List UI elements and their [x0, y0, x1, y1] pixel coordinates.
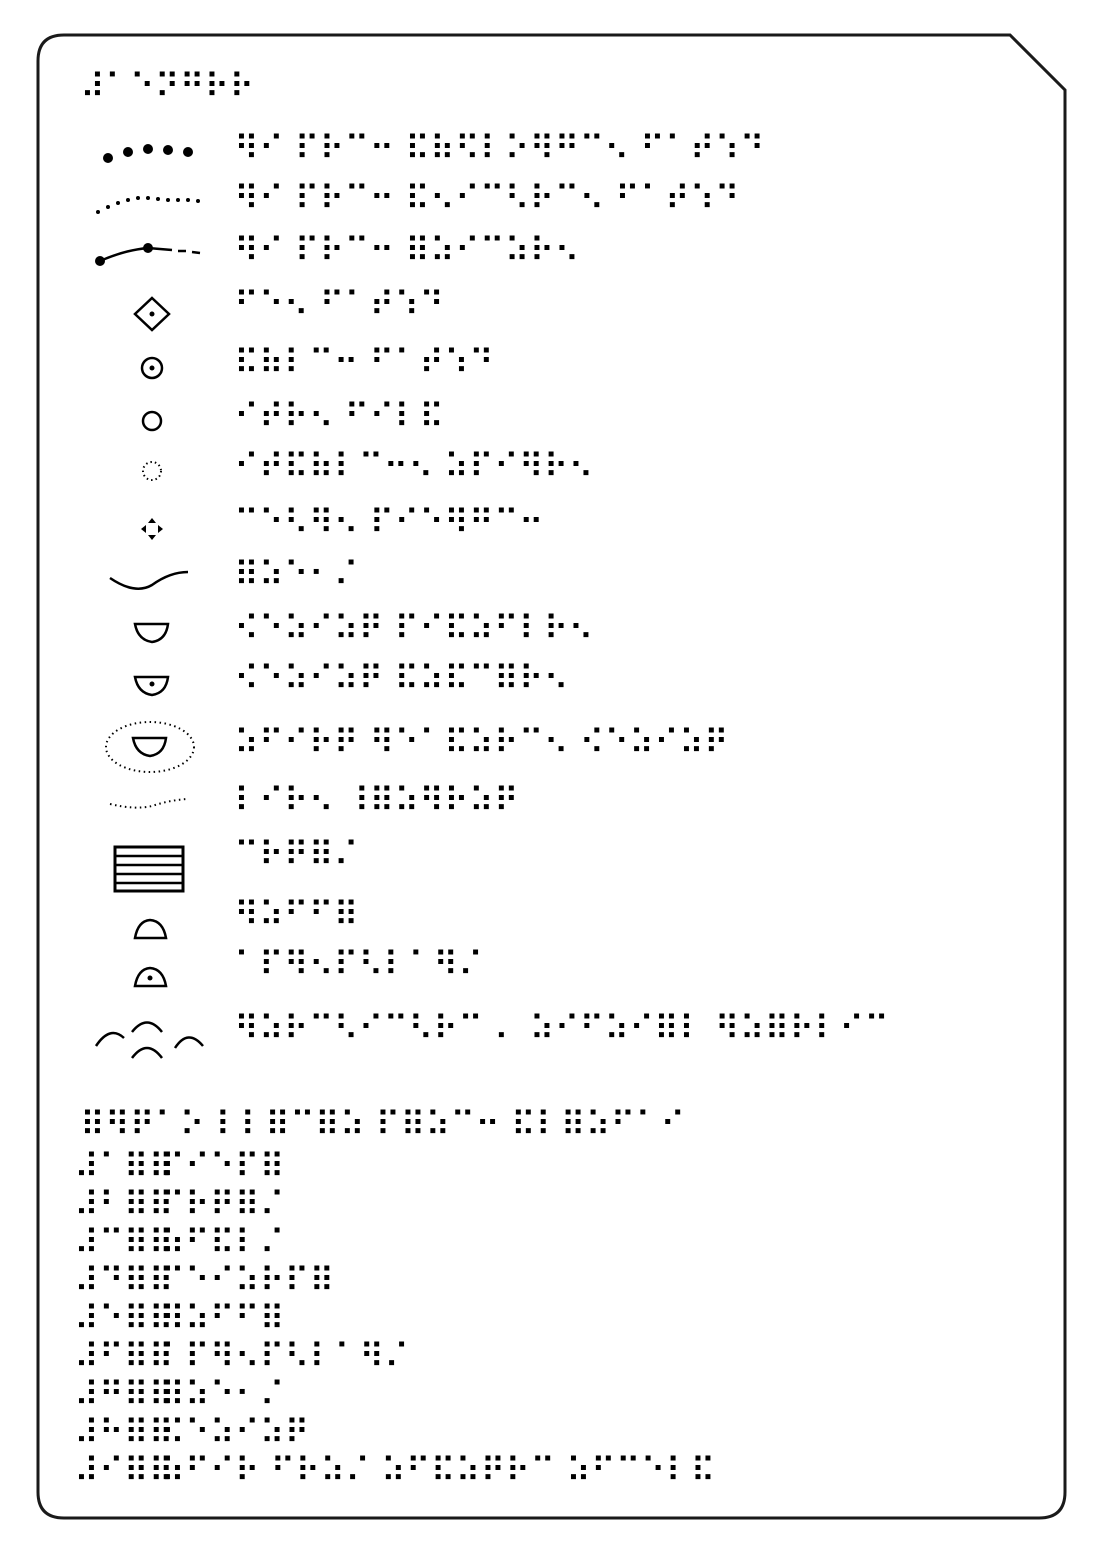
diamond-dot-icon	[135, 298, 169, 330]
key-item-number: ⠼⠛⠿⠿	[74, 1375, 174, 1415]
key-item-number: ⠼⠋⠿⠿	[74, 1337, 174, 1377]
path-dash-dot-icon	[95, 243, 200, 266]
legend-item-text: ⠻⠊ ⠏⠗⠉⠒ ⠯⠷⠫⠇⠕⠻⠛⠉⠢ ⠋⠁⠞⠱⠙	[234, 129, 765, 169]
key-item-number: ⠼⠙⠿⠿	[74, 1261, 174, 1301]
half-disc-icon	[135, 624, 168, 642]
key-item-text: ⠻⠵⠋⠋⠿	[160, 1299, 285, 1339]
page-heading: ⠼⠁⠑⠝⠛⠗⠗	[80, 67, 255, 107]
key-title: ⠿⠻⠟⠁⠕ ⠇⠇⠿⠉⠿⠵ ⠏⠿⠵⠉⠒ ⠯⠇⠿⠵⠋⠁⠊	[80, 1105, 686, 1145]
key-item-number: ⠼⠊⠿⠿	[74, 1451, 174, 1491]
hills-icon	[96, 1023, 203, 1059]
key-item-number: ⠼⠑⠿⠿	[74, 1299, 174, 1339]
legend-item-text: ⠋⠑⠢ ⠋⠁⠞⠱⠙	[234, 285, 445, 325]
key-item-text: ⠵⠋⠊⠗ ⠋⠗⠵⠌ ⠵⠋⠯⠵⠟⠗⠉ ⠵⠋⠉⠑⠇⠯	[160, 1451, 716, 1491]
legend-item-text: ⠪⠑⠵⠊⠵⠟ ⠯⠵⠯⠉⠿⠗⠢	[234, 659, 569, 699]
dotted-wave-icon	[110, 799, 188, 808]
legend-item-text: ⠯⠷⠇⠉⠒ ⠋⠁⠞⠱⠙	[234, 343, 494, 383]
key-item-text: ⠁⠏⠻⠢⠏⠣⠇⠁⠻⠌	[160, 1337, 410, 1377]
dome-icon	[135, 920, 166, 938]
legend-item-text: ⠻⠵⠋⠋⠿	[234, 895, 359, 935]
legend-item-text: ⠊⠞⠗⠢ ⠋⠊⠇⠯	[234, 397, 445, 437]
legend-item-text: ⠻⠊ ⠏⠗⠉⠒ ⠯⠢⠊⠉⠣⠗⠉⠢ ⠋⠁⠞⠱⠙	[234, 179, 740, 219]
circle-icon	[143, 412, 161, 430]
circle-dot-icon	[142, 358, 162, 378]
key-item-number: ⠼⠁⠿⠿	[74, 1147, 174, 1187]
legend-item-text: ⠇⠊⠗⠢ ⠸⠿⠵⠻⠗⠵⠟	[234, 781, 519, 821]
dome-dot-icon	[135, 968, 166, 986]
legend-item-text: ⠿⠵⠑⠂⠌	[234, 555, 359, 595]
half-disc-dotted-oval-icon	[106, 722, 194, 772]
legend-item-text: ⠻⠵⠗⠉⠣⠊⠉⠣⠗⠉ ⠄ ⠵⠊⠋⠵⠊⠿⠇ ⠻⠵⠿⠗⠇⠊⠉	[234, 1009, 889, 1049]
key-item-text: ⠵⠋⠯⠇⠌	[160, 1223, 285, 1263]
legend-item-text: ⠻⠊ ⠏⠗⠉⠒ ⠿⠵⠊⠉⠵⠗⠢	[234, 231, 580, 271]
half-disc-dot-icon	[135, 677, 168, 695]
legend-item-text: ⠊⠞⠯⠷⠇⠉⠒⠢ ⠵⠏⠊⠻⠗⠢	[234, 447, 594, 487]
legend-item-text: ⠉⠗⠟⠿⠌	[234, 835, 359, 875]
key-item-text: ⠉⠗⠟⠿⠌	[160, 1185, 285, 1225]
key-item-number: ⠼⠉⠿⠿	[74, 1223, 174, 1263]
path-large-dots-icon	[103, 144, 193, 163]
key-item-number: ⠼⠓⠿⠿	[74, 1413, 174, 1453]
key-item-text: ⠿⠵⠑⠂⠌	[160, 1375, 285, 1415]
legend-item-text: ⠪⠑⠵⠊⠵⠟ ⠏⠊⠯⠵⠋⠇⠗⠢	[234, 609, 594, 649]
legend-item-text: ⠵⠋⠊⠗⠟ ⠻⠑⠁⠯⠵⠗⠉⠢ ⠪⠑⠵⠊⠵⠟	[234, 723, 729, 763]
star-point-icon	[141, 518, 163, 540]
key-item-text: ⠉⠑⠊⠵⠗⠏⠿	[160, 1261, 335, 1301]
striped-box-icon	[115, 847, 183, 891]
key-item-number: ⠼⠃⠿⠿	[74, 1185, 174, 1225]
key-item-text: ⠏⠊⠑⠏⠿	[160, 1147, 285, 1187]
key-item-text: ⠪⠑⠵⠊⠵⠟	[160, 1413, 310, 1453]
legend-item-text: ⠉⠑⠣⠻⠢ ⠏⠊⠑⠻⠛⠉⠒	[234, 503, 544, 543]
dotted-circle-icon	[143, 462, 161, 480]
wave-line-icon	[110, 572, 188, 589]
legend-item-text: ⠁⠏⠻⠢⠏⠣⠇⠁⠻⠌	[234, 945, 484, 985]
path-small-dots-icon	[96, 196, 200, 214]
